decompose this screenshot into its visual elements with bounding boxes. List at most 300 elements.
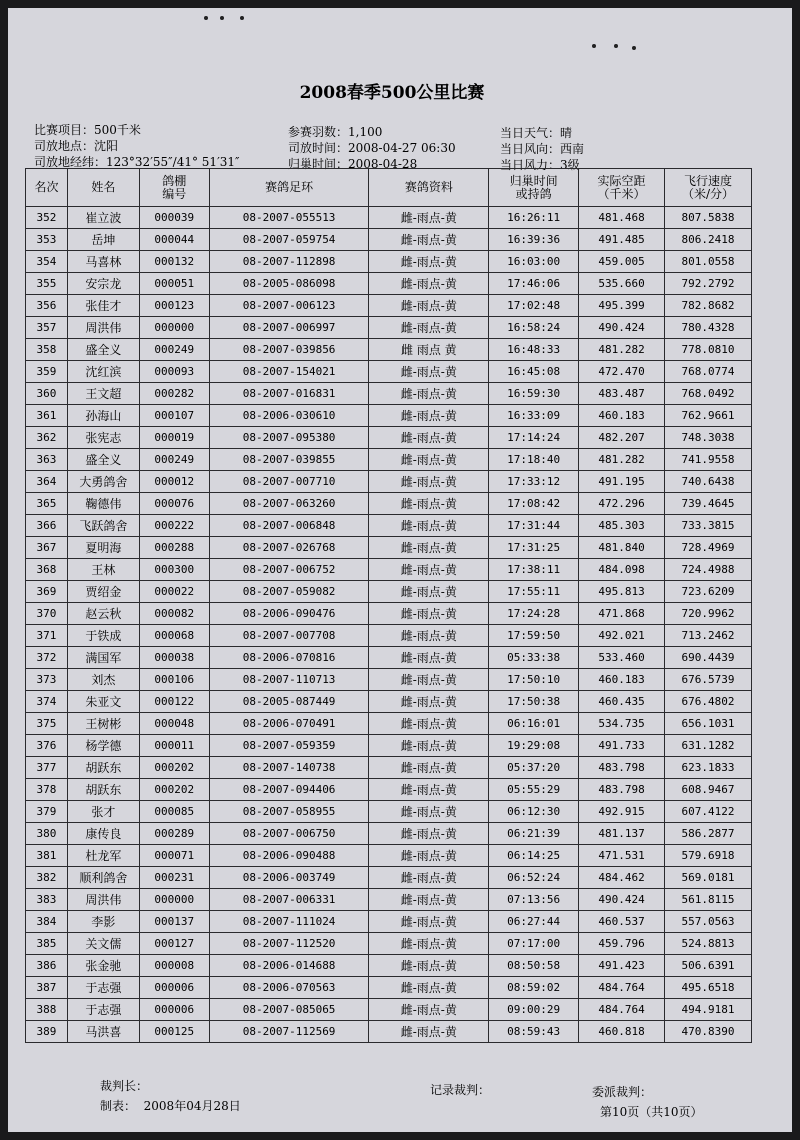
speed-cell: 768.0774 <box>665 361 752 383</box>
loft-cell: 000249 <box>139 449 209 471</box>
bird-info-cell: 雌-雨点-黄 <box>369 251 489 273</box>
bird-info-cell: 雌-雨点-黄 <box>369 207 489 229</box>
name-cell: 胡跃东 <box>67 779 139 801</box>
wind-direction-label: 当日风向： <box>500 142 561 156</box>
rank-cell: 378 <box>26 779 68 801</box>
name-cell: 康传良 <box>67 823 139 845</box>
wind-force-label: 当日风力： <box>500 158 561 172</box>
rank-cell: 383 <box>26 889 68 911</box>
distance-cell: 533.460 <box>579 647 665 669</box>
rank-cell: 359 <box>26 361 68 383</box>
speed-cell: 801.0558 <box>665 251 752 273</box>
return-time-cell: 05:37:20 <box>489 757 579 779</box>
name-cell: 孙海山 <box>67 405 139 427</box>
distance-cell: 481.840 <box>579 537 665 559</box>
speed-cell: 676.5739 <box>665 669 752 691</box>
name-cell: 杜龙军 <box>67 845 139 867</box>
ring-cell: 08-2007-111024 <box>209 911 369 933</box>
ring-cell: 08-2007-006752 <box>209 559 369 581</box>
loft-cell: 000071 <box>139 845 209 867</box>
speed-cell: 748.3038 <box>665 427 752 449</box>
loft-cell: 000048 <box>139 713 209 735</box>
release-value: 2008-04-27 06:30 <box>348 141 456 155</box>
loft-cell: 000202 <box>139 757 209 779</box>
return-time-cell: 17:59:50 <box>489 625 579 647</box>
name-cell: 鞠德伟 <box>67 493 139 515</box>
name-cell: 崔立波 <box>67 207 139 229</box>
name-cell: 张才 <box>67 801 139 823</box>
table-row <box>26 537 752 559</box>
bird-info-cell: 雌-雨点-黄 <box>369 955 489 977</box>
delegate-label: 委派裁判： <box>592 1085 653 1099</box>
bird-info-header: 赛鸽资料 <box>369 169 489 207</box>
ring-cell: 08-2007-026768 <box>209 537 369 559</box>
wind-force-value: 3级 <box>560 158 580 172</box>
wind-direction-line <box>500 140 584 157</box>
ring-cell: 08-2007-112569 <box>209 1021 369 1043</box>
location-label: 司放地点： <box>34 139 95 153</box>
bird-info-cell: 雌-雨点-黄 <box>369 295 489 317</box>
return-time-cell: 19:29:08 <box>489 735 579 757</box>
speed-cell: 608.9467 <box>665 779 752 801</box>
bird-info-cell: 雌-雨点-黄 <box>369 515 489 537</box>
speed-cell: 780.4328 <box>665 317 752 339</box>
page-number: 第10页（共10页） <box>600 1105 703 1119</box>
distance-cell: 471.868 <box>579 603 665 625</box>
bird-info-cell: 雌-雨点-黄 <box>369 779 489 801</box>
distance-cell: 492.021 <box>579 625 665 647</box>
loft-cell: 000068 <box>139 625 209 647</box>
table-row <box>26 911 752 933</box>
speed-cell: 561.8115 <box>665 889 752 911</box>
return-time-cell: 16:39:36 <box>489 229 579 251</box>
return-time-cell: 07:13:56 <box>489 889 579 911</box>
table-row <box>26 405 752 427</box>
loft-cell: 000038 <box>139 647 209 669</box>
speed-cell: 723.6209 <box>665 581 752 603</box>
loft-cell: 000132 <box>139 251 209 273</box>
return-time-cell: 05:33:38 <box>489 647 579 669</box>
bird-info-cell: 雌-雨点-黄 <box>369 911 489 933</box>
ring-cell: 08-2006-070563 <box>209 977 369 999</box>
loft-cell: 000076 <box>139 493 209 515</box>
loft-cell: 000019 <box>139 427 209 449</box>
return-time-cell: 17:31:25 <box>489 537 579 559</box>
made-by-line <box>100 1097 241 1114</box>
rank-cell: 370 <box>26 603 68 625</box>
speed-cell: 524.8813 <box>665 933 752 955</box>
distance-cell: 491.485 <box>579 229 665 251</box>
rank-cell: 381 <box>26 845 68 867</box>
count-value: 1,100 <box>348 125 383 139</box>
bird-info-cell: 雌-雨点-黄 <box>369 603 489 625</box>
ring-cell: 08-2007-059754 <box>209 229 369 251</box>
return-time-cell: 05:55:29 <box>489 779 579 801</box>
distance-cell: 491.733 <box>579 735 665 757</box>
loft-cell: 000282 <box>139 383 209 405</box>
bird-info-cell: 雌-雨点-黄 <box>369 977 489 999</box>
name-cell: 飞跃鸽舍 <box>67 515 139 537</box>
ring-cell: 08-2007-094406 <box>209 779 369 801</box>
project-line <box>34 121 141 138</box>
speed-cell: 778.0810 <box>665 339 752 361</box>
name-cell: 贾绍金 <box>67 581 139 603</box>
table-row <box>26 339 752 361</box>
speed-cell: 623.1833 <box>665 757 752 779</box>
distance-cell: 495.813 <box>579 581 665 603</box>
name-cell: 张宪志 <box>67 427 139 449</box>
loft-cell: 000289 <box>139 823 209 845</box>
made-date: 2008年04月28日 <box>143 1099 241 1113</box>
ring-cell: 08-2005-086098 <box>209 273 369 295</box>
return-time-cell: 06:52:24 <box>489 867 579 889</box>
name-cell: 大勇鸽舍 <box>67 471 139 493</box>
table-row <box>26 1021 752 1043</box>
return-time-cell: 16:03:00 <box>489 251 579 273</box>
table-row <box>26 559 752 581</box>
ring-cell: 08-2007-006848 <box>209 515 369 537</box>
distance-cell: 490.424 <box>579 317 665 339</box>
ring-cell: 08-2007-039856 <box>209 339 369 361</box>
ring-cell: 08-2006-070816 <box>209 647 369 669</box>
name-cell: 沈红滨 <box>67 361 139 383</box>
return-time-cell: 17:24:28 <box>489 603 579 625</box>
ring-cell: 08-2007-006123 <box>209 295 369 317</box>
distance-cell: 492.915 <box>579 801 665 823</box>
speed-cell: 739.4645 <box>665 493 752 515</box>
table-row <box>26 603 752 625</box>
page-title: 2008春季500公里比赛 <box>299 83 485 103</box>
speed-cell: 792.2792 <box>665 273 752 295</box>
project-value: 500千米 <box>94 123 141 137</box>
results-table <box>25 168 752 1043</box>
distance-cell: 485.303 <box>579 515 665 537</box>
ring-cell: 08-2007-039855 <box>209 449 369 471</box>
table-row <box>26 229 752 251</box>
referee-label: 裁判长： <box>100 1079 149 1093</box>
table-row <box>26 735 752 757</box>
table-header-row <box>26 169 752 207</box>
location-line <box>34 137 118 154</box>
bird-info-cell: 雌-雨点-黄 <box>369 889 489 911</box>
bird-info-cell: 雌-雨点-黄 <box>369 383 489 405</box>
table-row <box>26 361 752 383</box>
distance-cell: 491.423 <box>579 955 665 977</box>
ink-spot <box>220 16 224 20</box>
weather-value: 晴 <box>560 126 573 140</box>
speed-cell: 506.6391 <box>665 955 752 977</box>
ring-cell: 08-2007-154021 <box>209 361 369 383</box>
name-cell: 杨学德 <box>67 735 139 757</box>
name-cell: 赵云秋 <box>67 603 139 625</box>
table-row <box>26 955 752 977</box>
ring-header: 赛鸽足环 <box>209 169 369 207</box>
distance-cell: 534.735 <box>579 713 665 735</box>
distance-cell: 484.462 <box>579 867 665 889</box>
table-row <box>26 889 752 911</box>
loft-cell: 000125 <box>139 1021 209 1043</box>
table-row <box>26 779 752 801</box>
ring-cell: 08-2007-085065 <box>209 999 369 1021</box>
table-row <box>26 867 752 889</box>
speed-cell: 579.6918 <box>665 845 752 867</box>
name-cell: 盛全义 <box>67 449 139 471</box>
distance-header: 实际空距 （千米） <box>579 169 665 207</box>
ring-cell: 08-2007-063260 <box>209 493 369 515</box>
ink-spot <box>614 44 618 48</box>
return-time-cell: 17:55:11 <box>489 581 579 603</box>
speed-cell: 724.4988 <box>665 559 752 581</box>
speed-header: 飞行速度 （米/分） <box>665 169 752 207</box>
table-row <box>26 933 752 955</box>
ring-cell: 08-2007-007708 <box>209 625 369 647</box>
rank-cell: 357 <box>26 317 68 339</box>
project-label: 比赛项目： <box>34 123 95 137</box>
loft-cell: 000000 <box>139 889 209 911</box>
coords-value: 123°32′55″/41° 51′31″ <box>106 155 240 169</box>
ring-cell: 08-2006-070491 <box>209 713 369 735</box>
ring-cell: 08-2007-110713 <box>209 669 369 691</box>
table-row <box>26 273 752 295</box>
ring-cell: 08-2007-006750 <box>209 823 369 845</box>
table-row <box>26 317 752 339</box>
count-line <box>288 123 382 140</box>
speed-cell: 741.9558 <box>665 449 752 471</box>
bird-info-cell: 雌-雨点-黄 <box>369 229 489 251</box>
distance-cell: 460.435 <box>579 691 665 713</box>
loft-cell: 000107 <box>139 405 209 427</box>
return-time-cell: 17:33:12 <box>489 471 579 493</box>
speed-cell: 470.8390 <box>665 1021 752 1043</box>
table-row <box>26 295 752 317</box>
loft-cell: 000044 <box>139 229 209 251</box>
table-row <box>26 713 752 735</box>
table-row <box>26 669 752 691</box>
rank-cell: 358 <box>26 339 68 361</box>
distance-cell: 482.207 <box>579 427 665 449</box>
name-cell: 王文超 <box>67 383 139 405</box>
speed-cell: 807.5838 <box>665 207 752 229</box>
loft-cell: 000011 <box>139 735 209 757</box>
speed-cell: 569.0181 <box>665 867 752 889</box>
name-cell: 王林 <box>67 559 139 581</box>
name-cell: 于铁成 <box>67 625 139 647</box>
loft-cell: 000249 <box>139 339 209 361</box>
rank-cell: 386 <box>26 955 68 977</box>
ring-cell: 08-2007-140738 <box>209 757 369 779</box>
table-body <box>26 207 752 1043</box>
distance-cell: 472.296 <box>579 493 665 515</box>
ring-cell: 08-2006-090476 <box>209 603 369 625</box>
return-time-cell: 08:59:02 <box>489 977 579 999</box>
name-cell: 胡跃东 <box>67 757 139 779</box>
release-line <box>288 139 456 156</box>
table-row <box>26 691 752 713</box>
distance-cell: 483.487 <box>579 383 665 405</box>
ink-spot <box>204 16 208 20</box>
speed-cell: 713.2462 <box>665 625 752 647</box>
made-label: 制表： <box>100 1099 137 1113</box>
ring-cell: 08-2006-090488 <box>209 845 369 867</box>
table-row <box>26 251 752 273</box>
table-row <box>26 207 752 229</box>
loft-cell: 000006 <box>139 999 209 1021</box>
table-row <box>26 999 752 1021</box>
distance-cell: 484.764 <box>579 999 665 1021</box>
return-time-cell: 06:21:39 <box>489 823 579 845</box>
rank-cell: 369 <box>26 581 68 603</box>
distance-cell: 460.537 <box>579 911 665 933</box>
speed-cell: 586.2877 <box>665 823 752 845</box>
table-row <box>26 757 752 779</box>
speed-cell: 762.9661 <box>665 405 752 427</box>
table-row <box>26 977 752 999</box>
rank-cell: 373 <box>26 669 68 691</box>
name-cell: 夏明海 <box>67 537 139 559</box>
distance-cell: 472.470 <box>579 361 665 383</box>
bird-info-cell: 雌-雨点-黄 <box>369 581 489 603</box>
table-row <box>26 471 752 493</box>
speed-cell: 806.2418 <box>665 229 752 251</box>
name-cell: 马喜林 <box>67 251 139 273</box>
loft-cell: 000123 <box>139 295 209 317</box>
return-time-cell: 16:48:33 <box>489 339 579 361</box>
ring-cell: 08-2007-059082 <box>209 581 369 603</box>
rank-cell: 371 <box>26 625 68 647</box>
bird-info-cell: 雌-雨点-黄 <box>369 845 489 867</box>
distance-cell: 495.399 <box>579 295 665 317</box>
bird-info-cell: 雌-雨点-黄 <box>369 1021 489 1043</box>
loft-cell: 000222 <box>139 515 209 537</box>
speed-cell: 631.1282 <box>665 735 752 757</box>
rank-cell: 352 <box>26 207 68 229</box>
rank-cell: 376 <box>26 735 68 757</box>
rank-cell: 364 <box>26 471 68 493</box>
loft-cell: 000127 <box>139 933 209 955</box>
ring-cell: 08-2007-007710 <box>209 471 369 493</box>
bird-info-cell: 雌-雨点-黄 <box>369 867 489 889</box>
ring-cell: 08-2007-058955 <box>209 801 369 823</box>
ring-cell: 08-2005-087449 <box>209 691 369 713</box>
name-cell: 李影 <box>67 911 139 933</box>
speed-cell: 656.1031 <box>665 713 752 735</box>
name-cell: 张金驰 <box>67 955 139 977</box>
bird-info-cell: 雌-雨点-黄 <box>369 713 489 735</box>
speed-cell: 607.4122 <box>665 801 752 823</box>
speed-cell: 728.4969 <box>665 537 752 559</box>
distance-cell: 483.798 <box>579 779 665 801</box>
loft-cell: 000231 <box>139 867 209 889</box>
return-time-cell: 17:31:44 <box>489 515 579 537</box>
table-row <box>26 625 752 647</box>
ring-cell: 08-2007-006997 <box>209 317 369 339</box>
wind-direction-value: 西南 <box>560 142 585 156</box>
bird-info-cell: 雌 雨点 黄 <box>369 339 489 361</box>
rank-cell: 353 <box>26 229 68 251</box>
return-time-cell: 08:50:58 <box>489 955 579 977</box>
ring-cell: 08-2007-006331 <box>209 889 369 911</box>
name-cell: 安宗龙 <box>67 273 139 295</box>
bird-info-cell: 雌-雨点-黄 <box>369 999 489 1021</box>
bird-info-cell: 雌-雨点-黄 <box>369 559 489 581</box>
table-row <box>26 801 752 823</box>
return-time-cell: 09:00:29 <box>489 999 579 1021</box>
rank-cell: 354 <box>26 251 68 273</box>
return-time-cell: 17:50:38 <box>489 691 579 713</box>
ring-cell: 08-2007-095380 <box>209 427 369 449</box>
speed-cell: 768.0492 <box>665 383 752 405</box>
ring-cell: 08-2007-059359 <box>209 735 369 757</box>
name-cell: 盛全义 <box>67 339 139 361</box>
return-time-cell: 06:27:44 <box>489 911 579 933</box>
loft-cell: 000051 <box>139 273 209 295</box>
ring-cell: 08-2007-112898 <box>209 251 369 273</box>
name-cell: 朱亚文 <box>67 691 139 713</box>
distance-cell: 481.137 <box>579 823 665 845</box>
bird-info-cell: 雌-雨点-黄 <box>369 691 489 713</box>
rank-cell: 365 <box>26 493 68 515</box>
return-time-cell: 17:46:06 <box>489 273 579 295</box>
loft-cell: 000006 <box>139 977 209 999</box>
bird-info-cell: 雌-雨点-黄 <box>369 757 489 779</box>
rank-cell: 385 <box>26 933 68 955</box>
loft-cell: 000300 <box>139 559 209 581</box>
distance-cell: 484.098 <box>579 559 665 581</box>
bird-info-cell: 雌-雨点-黄 <box>369 823 489 845</box>
name-cell: 王树彬 <box>67 713 139 735</box>
speed-cell: 494.9181 <box>665 999 752 1021</box>
ring-cell: 08-2006-003749 <box>209 867 369 889</box>
rank-cell: 387 <box>26 977 68 999</box>
name-cell: 周洪伟 <box>67 889 139 911</box>
bird-info-cell: 雌-雨点-黄 <box>369 273 489 295</box>
loft-cell: 000085 <box>139 801 209 823</box>
name-cell: 于志强 <box>67 977 139 999</box>
bird-info-cell: 雌-雨点-黄 <box>369 735 489 757</box>
table-row <box>26 581 752 603</box>
bird-info-cell: 雌-雨点-黄 <box>369 537 489 559</box>
loft-cell: 000008 <box>139 955 209 977</box>
bird-info-cell: 雌-雨点-黄 <box>369 361 489 383</box>
recorder-label: 记录裁判： <box>430 1083 491 1097</box>
table-row <box>26 449 752 471</box>
rank-cell: 372 <box>26 647 68 669</box>
loft-cell: 000022 <box>139 581 209 603</box>
table-row <box>26 515 752 537</box>
rank-cell: 367 <box>26 537 68 559</box>
bird-info-cell: 雌-雨点-黄 <box>369 493 489 515</box>
loft-cell: 000093 <box>139 361 209 383</box>
distance-cell: 481.282 <box>579 339 665 361</box>
name-header: 姓名 <box>67 169 139 207</box>
return-time-cell: 16:26:11 <box>489 207 579 229</box>
bird-info-cell: 雌-雨点-黄 <box>369 647 489 669</box>
return-time-cell: 16:59:30 <box>489 383 579 405</box>
count-label: 参赛羽数： <box>288 125 349 139</box>
return-time-header: 归巢时间 或持鸽 <box>489 169 579 207</box>
speed-cell: 495.6518 <box>665 977 752 999</box>
bird-info-cell: 雌-雨点-黄 <box>369 669 489 691</box>
loft-cell: 000122 <box>139 691 209 713</box>
ink-spot <box>240 16 244 20</box>
ring-cell: 08-2006-014688 <box>209 955 369 977</box>
rank-cell: 384 <box>26 911 68 933</box>
return-time-cell: 08:59:43 <box>489 1021 579 1043</box>
speed-cell: 557.0563 <box>665 911 752 933</box>
bird-info-cell: 雌-雨点-黄 <box>369 801 489 823</box>
ink-spot <box>592 44 596 48</box>
table-row <box>26 383 752 405</box>
